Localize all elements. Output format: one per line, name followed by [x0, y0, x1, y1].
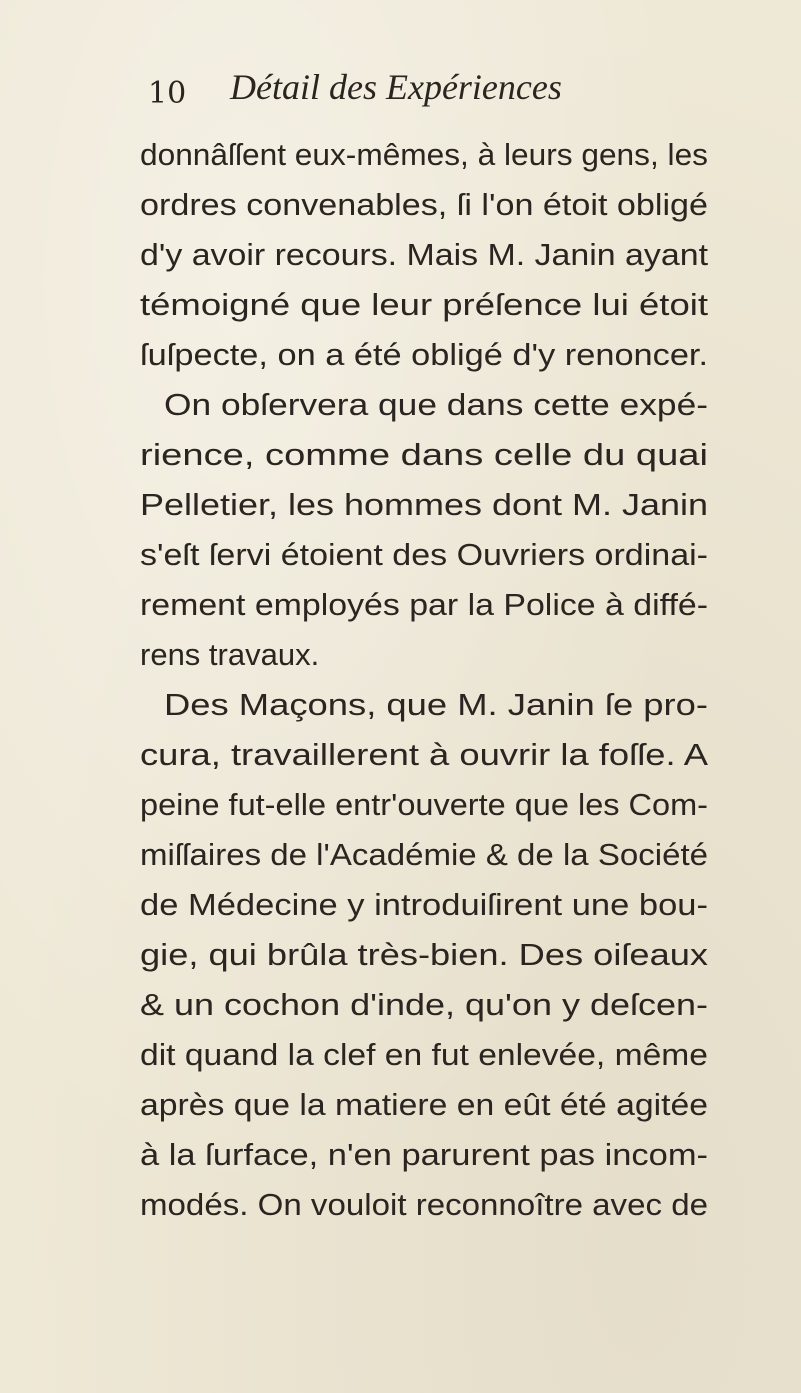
page-number: 10 [148, 76, 187, 111]
text-line: d'y avoir recours. Mais M. Janin ayant [140, 237, 709, 272]
text-line: cura, travaillerent à ouvrir la foſſe. A [140, 737, 708, 772]
text-line: donnâſſent eux-mêmes, à leurs gens, les [140, 137, 708, 172]
text-line: gie, qui brûla très-bien. Des oiſeaux [140, 937, 709, 972]
text-line: Des Maçons, que M. Janin ſe pro- [164, 687, 709, 722]
text-line: rens travaux. [140, 637, 320, 672]
text-line: ordres convenables, ſi l'on étoit obligé [140, 187, 708, 222]
text-line: rience, comme dans celle du quai [140, 437, 708, 472]
text-line: s'eſt ſervi étoient des Ouvriers ordinai- [140, 537, 709, 572]
text-line: rement employés par la Police à diffé- [140, 587, 708, 622]
running-title: Détail des Expériences [230, 67, 562, 107]
text-line: dit quand la clef en fut enlevée, même [140, 1037, 709, 1072]
text-line: témoigné que leur préſence lui étoit [140, 287, 708, 322]
page-header [148, 66, 668, 116]
text-line: à la ſurface, n'en parurent pas incom- [140, 1137, 709, 1172]
text-line: On obſervera que dans cette expé- [164, 387, 708, 422]
text-line: peine fut-elle entr'ouverte que les Com- [140, 787, 708, 822]
text-line: Pelletier, les hommes dont M. Janin [140, 487, 708, 522]
text-line: après que la matiere en eût été agitée [140, 1087, 708, 1122]
text-line: modés. On vouloit reconnoître avec de [140, 1187, 708, 1222]
text-line: de Médecine y introduiſirent une bou- [140, 887, 708, 922]
text-line: miſſaires de l'Académie & de la Société [140, 837, 709, 872]
text-line: ſuſpecte, on a été obligé d'y renoncer. [140, 337, 709, 372]
text-line: & un cochon d'inde, qu'on y deſcen- [140, 987, 709, 1022]
